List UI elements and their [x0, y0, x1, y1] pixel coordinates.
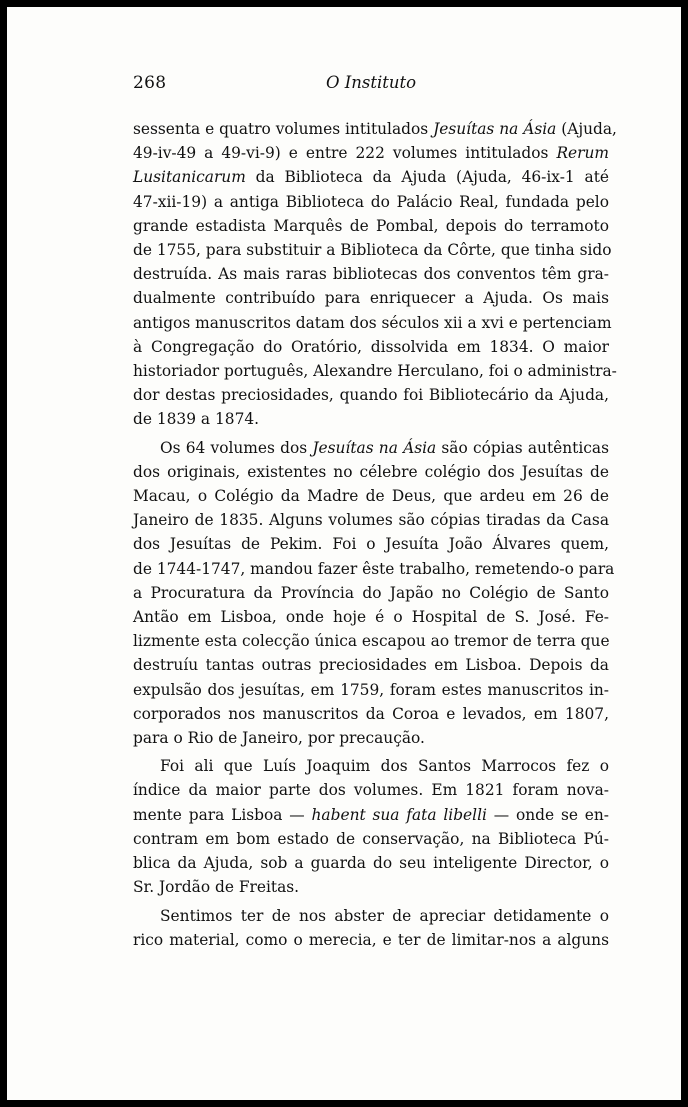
text-line: [133, 214, 609, 238]
text-segment: Sr. Jordão de Freitas.: [133, 878, 300, 897]
text-segment: sessenta e quatro volumes intitulados: [133, 120, 434, 138]
text-segment: lizmente esta colecção única escapou ao tremor de terra que: [133, 632, 610, 651]
text-line: [133, 928, 609, 952]
text-segment: a Procuratura da Província do Japão no Colégio de Santo: [133, 583, 609, 602]
text-line: [133, 165, 609, 189]
text-line: [133, 190, 609, 214]
text-segment: dos Jesuítas de Pekim. Foi o Jesuíta João Álvares quem,: [133, 535, 609, 554]
text-segment: da Biblioteca da Ajuda (Ajuda, 46-ix-1 até: [245, 168, 609, 187]
text-line: [133, 262, 609, 286]
text-segment: Os 64 volumes dos: [160, 438, 313, 457]
text-segment: Sentimos ter de nos abster de apreciar detidamente o: [160, 906, 609, 925]
text-line: [133, 238, 612, 262]
text-line: [133, 557, 615, 581]
text-line: [133, 311, 612, 335]
text-line: [133, 141, 609, 165]
text-line: [133, 484, 609, 508]
text-segment: (Ajuda,: [556, 120, 617, 138]
text-segment: à Congregação do Oratório, dissolvida em 1834. O maior: [133, 337, 609, 356]
text-segment: dor destas preciosidades, quando foi Bibliotecário da Ajuda,: [133, 386, 609, 405]
text-line: [133, 335, 609, 359]
text-segment: blica da Ajuda, sob a guarda do seu inteligente Director, o: [133, 854, 609, 873]
text-line: [133, 605, 609, 629]
body-text: [133, 117, 617, 952]
text-segment: Antão em Lisboa, onde hoje é o Hospital de S. José. Fe-: [133, 608, 609, 627]
text-segment: rico material, como o merecia, e ter de limitar-nos a alguns: [133, 930, 609, 949]
running-title: O Instituto: [325, 73, 417, 92]
text-segment: Janeiro de 1835. Alguns volumes são cópias tiradas da Casa: [133, 511, 609, 530]
italic-text: habent sua fata libelli: [311, 805, 487, 824]
paragraph: [133, 754, 609, 899]
text-line: [133, 117, 617, 141]
text-line: [133, 532, 609, 556]
italic-text: Jesuítas na Ásia: [312, 438, 437, 457]
text-segment: índice da maior parte dos volumes. Em 1821 foram nova-: [133, 781, 609, 800]
text-segment: mente para Lisboa —: [133, 805, 312, 824]
text-segment: historiador português, Alexandre Herculano, foi o administra-: [133, 362, 617, 381]
text-line: [133, 678, 609, 702]
running-head: [133, 73, 609, 103]
text-segment: destruíu tantas outras preciosidades em Lisboa. Depois da: [133, 656, 609, 675]
text-line: [133, 407, 609, 431]
text-segment: dualmente contribuído para enriquecer a Ajuda. Os mais: [133, 289, 609, 308]
text-segment: corporados nos manuscritos da Coroa e levados, em 1807,: [133, 704, 609, 723]
text-line: [133, 702, 609, 726]
text-segment: são cópias autênticas: [436, 438, 609, 457]
paragraph: [133, 117, 617, 432]
text-line: [133, 581, 609, 605]
text-segment: Foi ali que Luís Joaquim dos Santos Marrocos fez o: [160, 757, 609, 776]
text-line: [133, 778, 609, 802]
italic-text: Jesuítas na Ásia: [433, 120, 557, 138]
text-line: [133, 508, 609, 532]
text-line: [133, 653, 609, 677]
text-segment: — onde se en-: [486, 805, 610, 824]
text-segment: contram em bom estado de conservação, na Biblioteca Pú-: [133, 829, 609, 848]
text-segment: de 1744-1747, mandou fazer êste trabalho, remetendo-o para: [133, 559, 615, 578]
text-line: [133, 827, 609, 851]
text-line: [133, 286, 609, 310]
text-line: [133, 803, 609, 827]
paragraph: [133, 436, 615, 751]
text-segment: grande estadista Marquês de Pombal, depois do terramoto: [133, 216, 609, 235]
italic-text: Rerum: [556, 144, 609, 163]
text-segment: de 1839 a 1874.: [133, 410, 260, 429]
page-number: 268: [133, 73, 167, 93]
text-segment: de 1755, para substituir a Biblioteca da Côrte, que tinha sido: [133, 241, 612, 260]
text-line: [133, 754, 609, 778]
paragraph: [133, 904, 609, 952]
text-segment: 47-xii-19) a antiga Biblioteca do Palácio Real, fundada pelo: [133, 192, 609, 211]
text-segment: Macau, o Colégio da Madre de Deus, que ardeu em 26 de: [133, 487, 609, 506]
text-line: [133, 904, 609, 928]
text-line: [133, 629, 609, 653]
text-segment: para o Rio de Janeiro, por precaução.: [133, 729, 425, 748]
text-line: [133, 726, 609, 750]
text-segment: dos originais, existentes no célebre colégio dos Jesuítas de: [133, 462, 609, 481]
text-segment: destruída. As mais raras bibliotecas dos conventos têm gra-: [133, 265, 609, 284]
text-line: [133, 383, 609, 407]
text-line: [133, 460, 609, 484]
book-page: [7, 7, 681, 1100]
text-line: [133, 851, 609, 875]
text-line: [133, 875, 609, 899]
text-line: [133, 359, 617, 383]
text-segment: 49-iv-49 a 49-vi-9) e entre 222 volumes intitulados: [133, 144, 557, 163]
text-line: [133, 436, 609, 460]
italic-text: Lusitanicarum: [133, 168, 246, 187]
text-segment: expulsão dos jesuítas, em 1759, foram estes manuscritos in-: [133, 680, 609, 699]
text-segment: antigos manuscritos datam dos séculos xii a xvi e pertenciam: [133, 313, 612, 332]
